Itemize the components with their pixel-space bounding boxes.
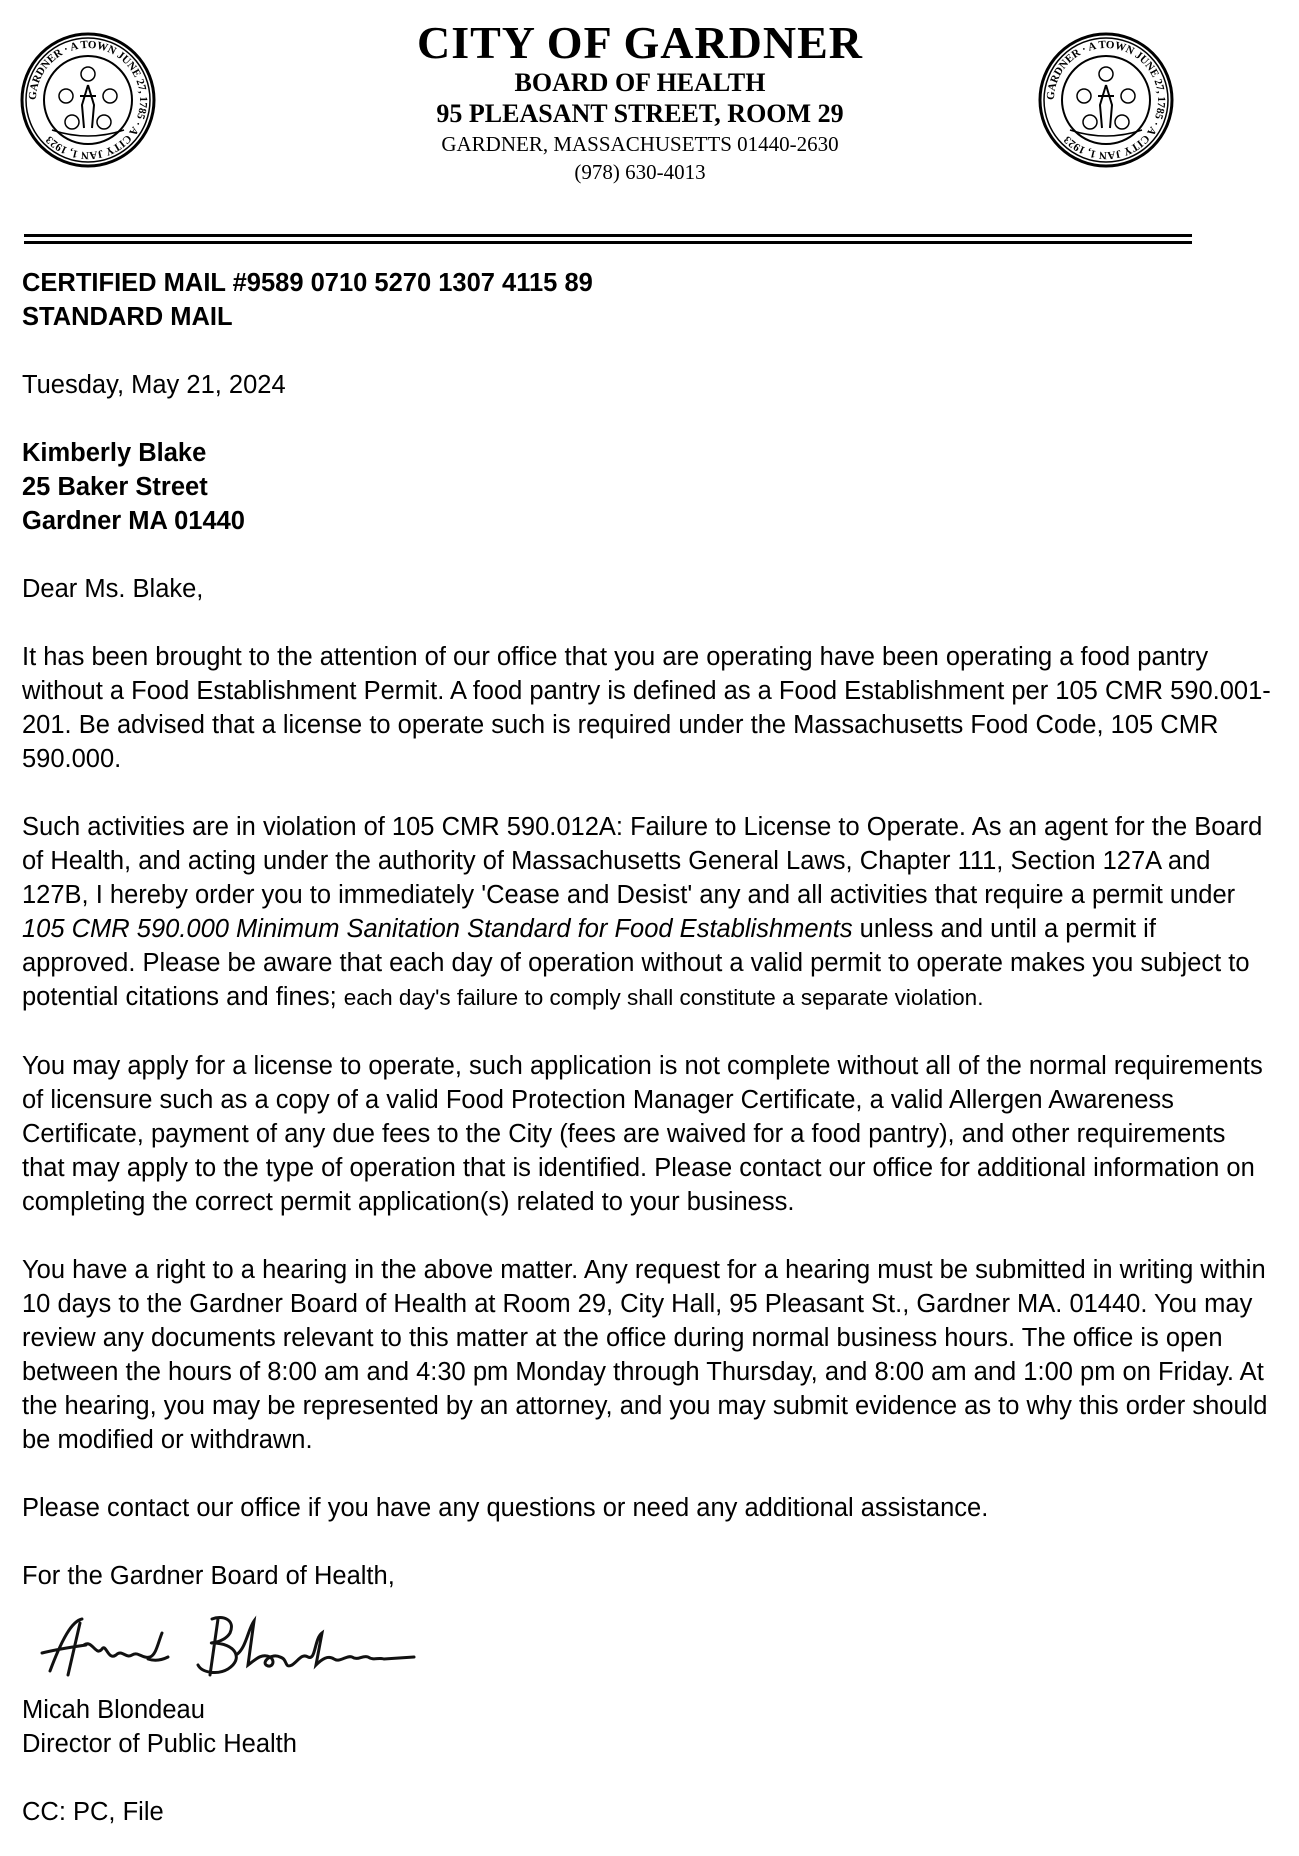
paragraph-cease-and-desist: [22, 810, 1272, 1015]
paragraph-hearing-rights: You have a right to a hearing in the above matter. Any request for a hearing must be submitted in writing within 10 days to the Gardner Board of Health at Room 29, City Hall, 95 Pleasant St., Gardner MA. 01440. You may review any documents relevant to this matter at the office during normal business hours. The office is open between the hours of 8:00 am and 4:30 pm Monday through Thursday, and 8:00 am and 1:00 pm on Friday. At the hearing, you may be represented by an attorney, and you may submit evidence as to why this order should be modified or withdrawn.: [22, 1256, 1268, 1454]
cc-line: CC: PC, File: [22, 1798, 164, 1826]
closing: For the Gardner Board of Health,: [22, 1562, 395, 1590]
signer-title: Director of Public Health: [22, 1730, 297, 1758]
violation-note: each day's failure to comply shall constitute a separate violation.: [343, 985, 984, 1010]
paragraph-contact: Please contact our office if you have any questions or need any additional assistance.: [22, 1494, 989, 1522]
regulation-title: 105 CMR 590.000 Minimum Sanitation Standard for Food Establishments: [22, 915, 853, 943]
recipient-street: 25 Baker Street: [22, 473, 208, 501]
letterhead-board: BOARD OF HEALTH: [514, 68, 766, 97]
city-seal-left: [18, 30, 158, 170]
salutation: Dear Ms. Blake,: [22, 575, 204, 603]
letterhead-city: CITY OF GARDNER: [416, 17, 864, 68]
recipient-name: Kimberly Blake: [22, 439, 207, 467]
signer-name: Micah Blondeau: [22, 1696, 205, 1724]
header-rule-top: [24, 234, 1192, 237]
paragraph-license-application: You may apply for a license to operate, such application is not complete without all of the normal requirements of licensure such as a copy of a valid Food Protection Manager Certificate, a valid Allergen Awareness Certificate, payment of any due fees to the City (fees are waived for a food pantry), and other requirements that may apply to the type of operation that is identified. Please contact our office for additional information on completing the correct permit application(s) related to your business.: [22, 1052, 1263, 1216]
svg-text:GARDNER · A TOWN JUNE 27, 1785: GARDNER · A TOWN JUNE 27, 1785 · A CITY JAN 1, 1923: [1044, 38, 1168, 162]
letterhead-street: 95 PLEASANT STREET, ROOM 29: [436, 99, 844, 128]
letterhead-phone: (978) 630-4013: [574, 160, 706, 184]
letterhead-town: GARDNER, MASSACHUSETTS 01440-2630: [441, 132, 839, 156]
letter-body: [22, 266, 1272, 1829]
paragraph-permit-notice: It has been brought to the attention of our office that you are operating have been operating a food pantry without a Food Establishment Permit. A food pantry is defined as a Food Establishment per 105 CMR 590.001-201. Be advised that a license to operate such is required under the Massachusetts Food Code, 105 CMR 590.000.: [22, 643, 1271, 773]
letter-date: Tuesday, May 21, 2024: [22, 371, 286, 399]
cease-desist-text-b: unless and until a permit if approved. Please be aware that each day of operation without a valid permit to operate makes you subject to potential citations and fines;: [22, 915, 1250, 1011]
cease-desist-text-a: Such activities are in violation of 105 CMR 590.012A: Failure to License to Operate. As an agent for the Board of Health, and acting under the authority of Massachusetts General Laws, Chapter 111, Section 127A and 127B, I hereby order you to immediately 'Cease and Desist' any and all activities that require a permit under: [22, 813, 1263, 909]
certified-mail-line: CERTIFIED MAIL #9589 0710 5270 1307 4115 89: [22, 269, 593, 297]
header-rule-bottom: [24, 241, 1192, 244]
recipient-city: Gardner MA 01440: [22, 507, 245, 535]
standard-mail-line: STANDARD MAIL: [22, 303, 233, 331]
handwritten-signature: [22, 1599, 442, 1695]
letterhead: [300, 18, 980, 186]
city-seal-right: [1036, 30, 1176, 170]
svg-text:GARDNER · A TOWN JUNE 27, 1785: GARDNER · A TOWN JUNE 27, 1785 · A CITY JAN 1, 1923: [26, 38, 150, 162]
